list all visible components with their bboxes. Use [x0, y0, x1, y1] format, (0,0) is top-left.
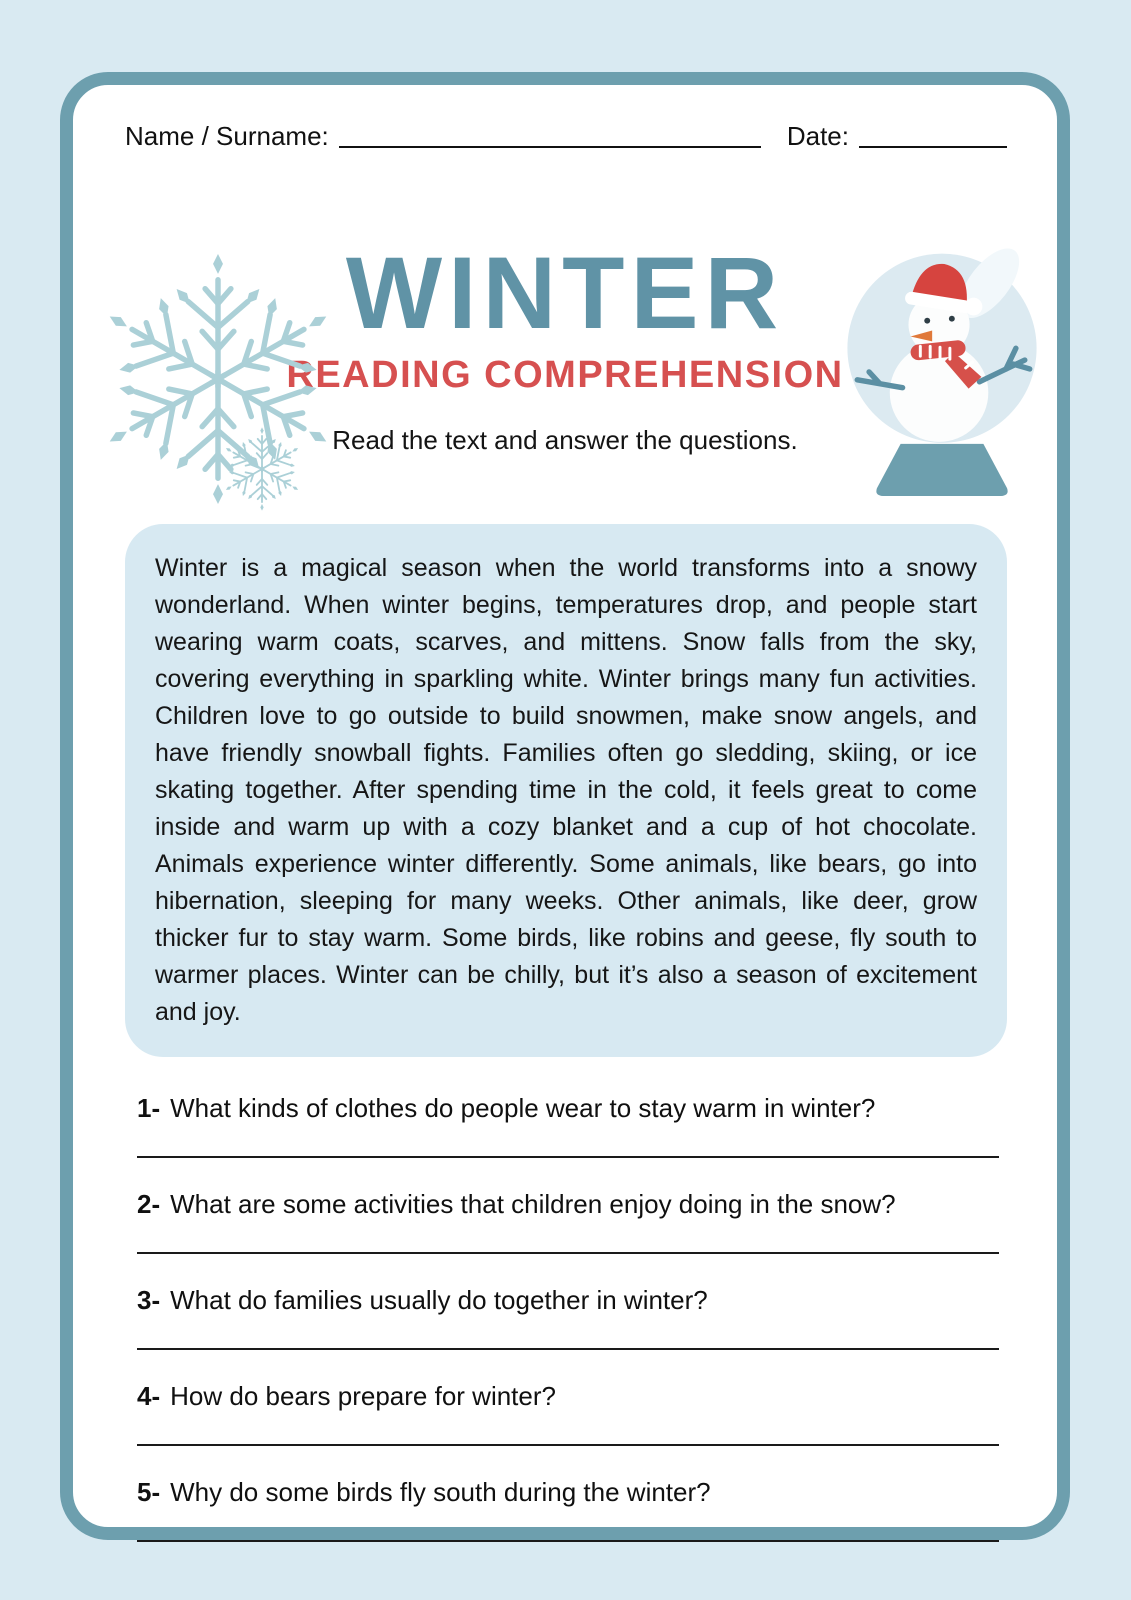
- question-label: How do bears prepare for winter?: [170, 1381, 556, 1411]
- passage-box: [125, 524, 1007, 1057]
- question-number: 2-: [137, 1189, 161, 1219]
- name-surname-label: Name / Surname:: [125, 121, 329, 151]
- page-subtitle: READING COMPREHENSION: [286, 354, 844, 396]
- answer-line[interactable]: [137, 1540, 999, 1542]
- snowflake-icon: [219, 424, 305, 514]
- questions-list: [137, 1091, 999, 1542]
- question-text: [137, 1091, 999, 1125]
- answer-line[interactable]: [137, 1252, 999, 1254]
- header-row: [125, 121, 1007, 152]
- date-field-line[interactable]: [859, 146, 1007, 148]
- name-field-line[interactable]: [339, 146, 761, 148]
- page-title: WINTER: [345, 236, 785, 350]
- question-number: 3-: [137, 1285, 161, 1315]
- question-item: [137, 1379, 999, 1446]
- question-text: [137, 1379, 999, 1413]
- question-label: What do families usually do together in winter?: [170, 1285, 708, 1315]
- question-number: 4-: [137, 1381, 161, 1411]
- question-label: Why do some birds fly south during the winter?: [170, 1477, 711, 1507]
- answer-line[interactable]: [137, 1156, 999, 1158]
- passage-text: Winter is a magical season when the world transforms into a snowy wonderland. When winter begins, temperatures drop, and people start wearing warm coats, scarves, and mittens. Snow falls from the sky, covering everything in sparkling white. Winter brings many fun activities. Children love to go outside to build snowmen, make snow angels, and have friendly snowball fights. Families often go sledding, skiing, or ice skating together. After spending time in the cold, it feels great to come inside and warm up with a cozy blanket and a cup of hot chocolate. Animals experience winter differently. Some animals, like bears, go into hibernation, sleeping for many weeks. Other animals, like deer, grow thicker fur to stay warm. Some birds, like robins and geese, fly south to warmer places. Winter can be chilly, but it’s also a season of excitement and joy.: [155, 554, 977, 1026]
- answer-line[interactable]: [137, 1348, 999, 1350]
- date-label: Date:: [786, 121, 849, 151]
- question-number: 5-: [137, 1477, 161, 1507]
- title-block: [73, 152, 1057, 504]
- question-text: [137, 1187, 999, 1221]
- question-label: What kinds of clothes do people wear to stay warm in winter?: [170, 1093, 876, 1123]
- question-number: 1-: [137, 1093, 161, 1123]
- question-item: [137, 1283, 999, 1350]
- instruction-text: Read the text and answer the questions.: [332, 425, 798, 455]
- question-item: [137, 1475, 999, 1542]
- worksheet-card: [60, 72, 1070, 1540]
- snow-globe-with-snowman-icon: [843, 232, 1041, 500]
- snowflake-icon: [89, 238, 347, 520]
- question-item: [137, 1091, 999, 1158]
- question-text: [137, 1475, 999, 1509]
- answer-line[interactable]: [137, 1444, 999, 1446]
- question-item: [137, 1187, 999, 1254]
- question-label: What are some activities that children enjoy doing in the snow?: [170, 1189, 896, 1219]
- question-text: [137, 1283, 999, 1317]
